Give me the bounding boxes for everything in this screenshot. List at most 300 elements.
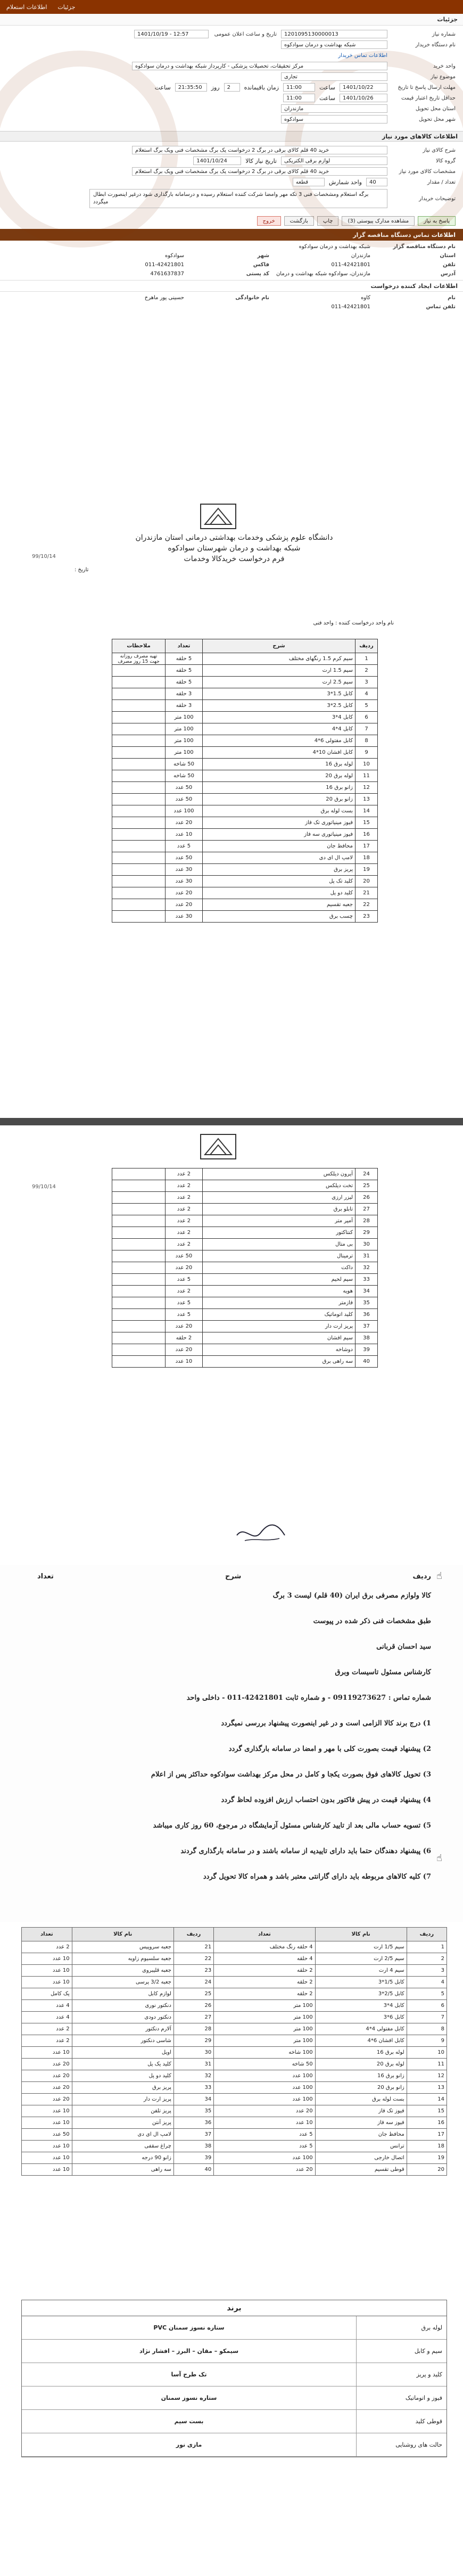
table-cell: 23 bbox=[173, 1965, 213, 1977]
table-cell: پک کامل bbox=[22, 1988, 72, 2000]
table-row bbox=[112, 1215, 378, 1227]
row-number: 7 bbox=[355, 723, 378, 735]
row-number: 3 bbox=[355, 677, 378, 688]
creator-phone-label: تلفن تماس bbox=[426, 304, 456, 310]
action-buttons bbox=[0, 213, 463, 229]
unit-field: مرکز تحقیقات، تحصیلات پزشکی - کارپرداز شبکه بهداشت و درمان سوادکوه bbox=[132, 62, 387, 70]
scan1-unit: نام واحد درخواست کننده : واحد فنی bbox=[313, 620, 394, 626]
scan1-header-2: شبکه بهداشت و درمان شهرستان سوادکوه bbox=[168, 544, 301, 553]
table-cell: دنکتور دودی bbox=[72, 2012, 173, 2023]
valid-label: حداقل تاریخ اعتبار قیمت bbox=[401, 95, 456, 101]
count-unit-label: واحد شمارش bbox=[328, 178, 362, 186]
contact-prov-label: استان bbox=[440, 253, 456, 259]
row-note bbox=[112, 712, 166, 723]
table-cell: 27 bbox=[173, 2012, 213, 2023]
row-qty: 5 عدد bbox=[166, 841, 203, 852]
row-note bbox=[112, 1332, 166, 1344]
row-number: 34 bbox=[355, 1286, 378, 1297]
row-number: 2 bbox=[355, 665, 378, 677]
row-note bbox=[112, 700, 166, 712]
note-line: 1) درج برند کالا الزامی است و در غیر اینصورت پیشنهاد بررسی نمیگردد bbox=[221, 1719, 431, 1727]
table-cell: 30 bbox=[173, 2047, 213, 2059]
row-number: 40 bbox=[355, 1356, 378, 1368]
reply-time-label: ساعت bbox=[319, 84, 335, 91]
table-cell: پریز تلفن bbox=[72, 2105, 173, 2117]
table-cell: 36 bbox=[173, 2117, 213, 2129]
row-qty: 100 متر bbox=[166, 747, 203, 759]
row-note bbox=[112, 1239, 166, 1250]
row-desc: سه راهی برق bbox=[203, 1356, 355, 1368]
row-desc: سیم 2.5 ارت bbox=[203, 677, 355, 688]
details-header: جزئیات bbox=[0, 14, 463, 26]
row-note bbox=[112, 1274, 166, 1286]
table-cell: 26 bbox=[173, 2000, 213, 2012]
valid-date-field: 1401/10/26 bbox=[340, 94, 387, 102]
row-qty: 5 حلقه bbox=[166, 677, 203, 688]
table-cell: 2 حلقه bbox=[214, 1965, 315, 1977]
row-note bbox=[112, 688, 166, 700]
column-header: ردیف bbox=[407, 1928, 447, 1941]
table-row bbox=[112, 1344, 378, 1356]
row-qty: 2 عدد bbox=[166, 1239, 203, 1250]
row-number: 12 bbox=[355, 782, 378, 794]
table-row bbox=[112, 688, 378, 700]
goods-group-field: خرید 40 قلم کالای برقی در برگ 2 درخواست یک برگ مشخصات فنی ویک برگ استعلام bbox=[132, 146, 387, 154]
table-row bbox=[22, 1965, 447, 1977]
table-cell: 100 عدد bbox=[214, 2152, 315, 2164]
row-desc: کابل مفتولی 6*4 bbox=[203, 735, 355, 747]
table-row bbox=[22, 2012, 447, 2023]
row-desc: آمپر متر bbox=[203, 1215, 355, 1227]
view-docs-button[interactable]: مشاهده مدارک پیوستی (3) bbox=[342, 216, 415, 226]
column-header: ردیف bbox=[173, 1928, 213, 1941]
brand-value: ستاره نسوز سمنان bbox=[161, 2394, 217, 2401]
row-number: 35 bbox=[355, 1297, 378, 1309]
note-line: طبق مشخصات فنی ذکر شده در پیوست bbox=[313, 1617, 431, 1625]
table-cell: فیوز سه فاز bbox=[315, 2117, 407, 2129]
row-note bbox=[112, 887, 166, 899]
goods-header: اطلاعات کالاهای مورد نیاز bbox=[0, 131, 463, 142]
qty-field: 40 bbox=[366, 178, 387, 186]
table-cell: 4 bbox=[407, 1977, 447, 1988]
row-desc: کابل 4*3 bbox=[203, 712, 355, 723]
table-cell: زانو برق 16 bbox=[315, 2070, 407, 2082]
creator-family: حسینی پور ماهرخ bbox=[144, 295, 184, 301]
row-note bbox=[112, 1321, 166, 1332]
row-desc: لیزر ارزی bbox=[203, 1192, 355, 1204]
table-cell: کلید یک پل bbox=[72, 2059, 173, 2070]
note-line: 2) پیشنهاد قیمت بصورت کلی با مهر و امضا در سامانه بارگذاری گردد bbox=[228, 1745, 431, 1753]
table-row bbox=[112, 1286, 378, 1297]
row-note bbox=[112, 759, 166, 770]
university-logo-icon bbox=[200, 503, 237, 530]
city-field: سوادکوه bbox=[281, 115, 387, 124]
respond-button[interactable]: پاسخ به نیاز bbox=[418, 216, 456, 226]
brand-category: لوله برق bbox=[356, 2316, 447, 2339]
valid-time-label: ساعت bbox=[319, 94, 335, 102]
row-number: 30 bbox=[355, 1239, 378, 1250]
table-row bbox=[112, 759, 378, 770]
reply-deadline-label: مهلت ارسال پاسخ تا تاریخ bbox=[398, 84, 456, 90]
count-unit-field: قطعه bbox=[293, 178, 325, 186]
items-list-table bbox=[21, 1927, 447, 2176]
row-note bbox=[112, 817, 166, 829]
row-number: 23 bbox=[355, 911, 378, 923]
buyer-field: شبکه بهداشت و درمان سوادکوه bbox=[281, 40, 387, 49]
row-qty: 20 عدد bbox=[166, 1344, 203, 1356]
table-cell: 4 عدد bbox=[22, 2012, 72, 2023]
contact-addr: مازندران، سوادکوه شبکه بهداشت و درمان bbox=[276, 271, 370, 277]
row-qty: 100 عدد bbox=[166, 805, 203, 817]
portal-topbar bbox=[0, 0, 463, 14]
back-button[interactable]: بازگشت bbox=[284, 216, 314, 226]
table-cell: 15 bbox=[407, 2105, 447, 2117]
table-row bbox=[112, 876, 378, 887]
brand-category: کلید و پریز bbox=[356, 2363, 447, 2386]
table-row bbox=[112, 735, 378, 747]
table-row bbox=[22, 2000, 447, 2012]
scan1-table bbox=[112, 639, 378, 923]
spec-label: مشخصات کالای مورد نیاز bbox=[399, 168, 456, 175]
row-note bbox=[112, 782, 166, 794]
row-number: 17 bbox=[355, 841, 378, 852]
table-cell: 28 bbox=[173, 2023, 213, 2035]
goods-group-label: شرح کالای نیاز bbox=[423, 147, 456, 153]
row-desc: داکت bbox=[203, 1262, 355, 1274]
table-row bbox=[112, 1180, 378, 1192]
table-cell: 10 عدد bbox=[22, 2105, 72, 2117]
table-cell: 100 متر bbox=[214, 2000, 315, 2012]
row-qty: 30 عدد bbox=[166, 876, 203, 887]
row-note bbox=[112, 1356, 166, 1368]
row-number: 8 bbox=[355, 735, 378, 747]
table-cell: کابل مفتولی 4*4 bbox=[315, 2023, 407, 2035]
row-number: 38 bbox=[355, 1332, 378, 1344]
contact-header: اطلاعات تماس دستگاه مناقصه گزار bbox=[0, 229, 463, 241]
row-desc: فیوز مینیاتوری سه فاز bbox=[203, 829, 355, 841]
table-row bbox=[22, 1941, 447, 1953]
row-number: 32 bbox=[355, 1262, 378, 1274]
table-cell: 10 bbox=[407, 2047, 447, 2059]
row-note bbox=[112, 770, 166, 782]
table-cell: 34 bbox=[173, 2094, 213, 2105]
row-desc: سیم لحیم bbox=[203, 1274, 355, 1286]
table-row bbox=[112, 1321, 378, 1332]
row-note bbox=[112, 1297, 166, 1309]
table-row bbox=[22, 1988, 447, 2000]
creator-phone: 011-42421801 bbox=[331, 304, 370, 310]
row-qty: 2 عدد bbox=[166, 1180, 203, 1192]
row-note bbox=[112, 1250, 166, 1262]
need-number-label: شماره نیاز bbox=[432, 31, 456, 37]
table-cell: جعبه سروپیس bbox=[72, 1941, 173, 1953]
row-note bbox=[112, 723, 166, 735]
table-row bbox=[112, 841, 378, 852]
table-cell: کابل افشان 6*4 bbox=[315, 2035, 407, 2047]
table-cell: 5 bbox=[407, 1988, 447, 2000]
table-cell: 100 عدد bbox=[214, 2082, 315, 2094]
row-note bbox=[112, 1344, 166, 1356]
table-cell: 5 عدد bbox=[214, 2129, 315, 2141]
table-row bbox=[112, 700, 378, 712]
row-number: 16 bbox=[355, 829, 378, 841]
row-number: 10 bbox=[355, 759, 378, 770]
table-cell: محافظ جان bbox=[315, 2129, 407, 2141]
table-cell: کابل 6*3 bbox=[315, 2012, 407, 2023]
brand-category: قوطی کلید bbox=[356, 2410, 447, 2433]
row-qty: 2 عدد bbox=[166, 1215, 203, 1227]
row-desc: فازمتر bbox=[203, 1297, 355, 1309]
row-number: 13 bbox=[355, 794, 378, 805]
row-desc: جعبه تقسیم bbox=[203, 899, 355, 911]
table-cell: 2 عدد bbox=[22, 2035, 72, 2047]
row-note bbox=[112, 747, 166, 759]
row-qty: 50 شاخه bbox=[166, 759, 203, 770]
table-cell: 4 عدد bbox=[22, 2000, 72, 2012]
table-cell: 13 bbox=[407, 2082, 447, 2094]
table-row bbox=[112, 805, 378, 817]
note-col-qty: تعداد bbox=[37, 1573, 54, 1581]
table-cell: 10 عدد bbox=[22, 2117, 72, 2129]
table-cell: 100 شاخه bbox=[214, 2047, 315, 2059]
row-desc: سیم 1.5 ارت bbox=[203, 665, 355, 677]
table-cell: 3 bbox=[407, 1965, 447, 1977]
row-desc: آیرون دیلکس bbox=[203, 1168, 355, 1180]
row-note bbox=[112, 1204, 166, 1215]
note-line: سید احسان قربانی bbox=[376, 1643, 431, 1651]
row-note bbox=[112, 805, 166, 817]
contact-city-label: شهر bbox=[257, 253, 269, 259]
contact-fax: 011-42421801 bbox=[145, 262, 184, 268]
table-row bbox=[22, 2152, 447, 2164]
row-desc: محافظ جان bbox=[203, 841, 355, 852]
row-note bbox=[112, 852, 166, 864]
table-cell: 10 عدد bbox=[22, 1965, 72, 1977]
scan-page-1 bbox=[0, 500, 463, 1118]
table-row bbox=[112, 1297, 378, 1309]
remain-days-label: روز bbox=[211, 84, 220, 91]
row-note bbox=[112, 1227, 166, 1239]
subject-label: موضوع نیاز bbox=[430, 73, 456, 80]
table-cell: 10 عدد bbox=[22, 2141, 72, 2152]
column-header: تعداد bbox=[214, 1928, 315, 1941]
row-note bbox=[112, 899, 166, 911]
goods-class-field: لوازم برقی الکتریکی bbox=[281, 157, 387, 165]
brand-value: بست سیم bbox=[174, 2418, 204, 2425]
table-cell: 19 bbox=[407, 2152, 447, 2164]
brand-category: فیوز و اتوماتیک bbox=[356, 2386, 447, 2409]
table-row bbox=[112, 817, 378, 829]
note-line: 4) پیشنهاد قیمت در پیش فاکتور بدون احتساب ارزش افزوده لحاظ گردد bbox=[221, 1796, 431, 1804]
print-button[interactable]: چاپ bbox=[317, 216, 339, 226]
table-cell: 10 عدد bbox=[22, 1953, 72, 1965]
table-cell: 20 bbox=[407, 2164, 447, 2176]
table-cell: 100 متر bbox=[214, 2023, 315, 2035]
row-desc: لامپ ال ای دی bbox=[203, 852, 355, 864]
table-cell: قوطی تقسیم bbox=[315, 2164, 407, 2176]
table-cell: سیم 1/5 ارت bbox=[315, 1941, 407, 1953]
table-cell: پریز آنتن bbox=[72, 2117, 173, 2129]
note-line: شماره تماس : 09119273627 - و شماره ثابت 42421801-011 - داخلی واحد bbox=[186, 1694, 431, 1702]
table-cell: 17 bbox=[407, 2129, 447, 2141]
publish-field: 1401/10/19 - 12:57 bbox=[134, 30, 209, 38]
topbar-item-details[interactable]: جزئیات bbox=[57, 3, 76, 11]
row-desc: کابل 1.5*3 bbox=[203, 688, 355, 700]
table-row bbox=[112, 852, 378, 864]
creator-name-label: نام bbox=[448, 295, 456, 301]
table-row bbox=[112, 747, 378, 759]
table-cell: 21 bbox=[173, 1941, 213, 1953]
table-cell: 14 bbox=[407, 2094, 447, 2105]
contact-postal-label: کد پستی bbox=[246, 271, 269, 277]
scan1-side-note: 99/10/14 bbox=[32, 554, 56, 559]
university-logo-icon bbox=[200, 1133, 237, 1160]
row-note: تهیه مصرف روزانه جهت 15 روز مصرف bbox=[112, 653, 166, 665]
table-row bbox=[22, 2117, 447, 2129]
need-details-form bbox=[0, 26, 463, 128]
province-field: مازندران bbox=[281, 104, 387, 113]
table-row bbox=[112, 1262, 378, 1274]
table-cell: 10 عدد bbox=[22, 2047, 72, 2059]
table-cell: 11 bbox=[407, 2059, 447, 2070]
exit-button[interactable]: خروج bbox=[257, 216, 281, 226]
signature bbox=[234, 1519, 287, 1546]
row-note bbox=[112, 1215, 166, 1227]
brand-title: برند bbox=[22, 2300, 447, 2316]
contact-postal: 4761637837 bbox=[150, 271, 184, 277]
brand-box bbox=[21, 2300, 447, 2457]
table-cell: 12 bbox=[407, 2070, 447, 2082]
row-qty: 5 عدد bbox=[166, 1274, 203, 1286]
row-desc: کابل افشان 10*4 bbox=[203, 747, 355, 759]
table-cell: 2 عدد bbox=[22, 1941, 72, 1953]
row-qty: 100 متر bbox=[166, 712, 203, 723]
row-number: 24 bbox=[355, 1168, 378, 1180]
brand-row bbox=[22, 2410, 447, 2433]
table-cell: 10 عدد bbox=[22, 1977, 72, 1988]
brand-value: مازی نور bbox=[176, 2441, 202, 2448]
table-row bbox=[22, 2059, 447, 2070]
contact-addr-label: آدرس bbox=[440, 271, 456, 277]
table-cell: اویل bbox=[72, 2047, 173, 2059]
table-row bbox=[22, 2047, 447, 2059]
row-desc: زانو برق 20 bbox=[203, 794, 355, 805]
table-row bbox=[112, 1204, 378, 1215]
table-row bbox=[112, 712, 378, 723]
table-cell: سیم 4 ارت bbox=[315, 1965, 407, 1977]
table-cell: 7 bbox=[407, 2012, 447, 2023]
row-note bbox=[112, 1168, 166, 1180]
brand-row bbox=[22, 2433, 447, 2457]
table-cell: 39 bbox=[173, 2152, 213, 2164]
col-desc: شرح bbox=[203, 639, 355, 653]
row-desc: کنتاکتور bbox=[203, 1227, 355, 1239]
row-desc: پریز ارت دار bbox=[203, 1321, 355, 1332]
col-qty: تعداد bbox=[166, 639, 203, 653]
row-note bbox=[112, 841, 166, 852]
row-note bbox=[112, 1180, 166, 1192]
spec-field: خرید 40 قلم کالای برقی در برگ 2 درخواست یک برگ مشخصات فنی ویک برگ استعلام bbox=[132, 167, 387, 176]
table-cell: لوازم کابل bbox=[72, 1988, 173, 2000]
table-row bbox=[22, 2141, 447, 2152]
table-row bbox=[112, 1227, 378, 1239]
table-cell: کابل 4*3 bbox=[315, 2000, 407, 2012]
table-cell: 35 bbox=[173, 2105, 213, 2117]
brand-row bbox=[22, 2340, 447, 2363]
row-qty: 3 حلقه bbox=[166, 700, 203, 712]
table-row bbox=[112, 1250, 378, 1262]
table-row bbox=[112, 887, 378, 899]
cursor-icon: ☝ bbox=[436, 1570, 442, 1582]
row-desc: زانو برق 16 bbox=[203, 782, 355, 794]
note-col-row: ردیف bbox=[412, 1573, 431, 1581]
row-number: 25 bbox=[355, 1180, 378, 1192]
row-desc: لوله برق 16 bbox=[203, 759, 355, 770]
buyer-label: نام دستگاه خریدار bbox=[415, 42, 456, 48]
row-desc: بی متال bbox=[203, 1239, 355, 1250]
row-number: 6 bbox=[355, 712, 378, 723]
table-cell: پریز ارت دار bbox=[72, 2094, 173, 2105]
topbar-item-info[interactable]: اطلاعات استعلام bbox=[6, 3, 47, 11]
row-qty: 5 عدد bbox=[166, 1309, 203, 1321]
row-desc: لوله برق 20 bbox=[203, 770, 355, 782]
row-note bbox=[112, 876, 166, 887]
table-cell: 29 bbox=[173, 2035, 213, 2047]
buyer-contact-link[interactable]: اطلاعات تماس خریدار bbox=[338, 52, 387, 59]
column-header: تعداد bbox=[22, 1928, 72, 1941]
row-number: 11 bbox=[355, 770, 378, 782]
row-qty: 2 حلقه bbox=[166, 1332, 203, 1344]
table-cell: 18 bbox=[407, 2141, 447, 2152]
page-separator bbox=[0, 1118, 463, 1125]
row-number: 28 bbox=[355, 1215, 378, 1227]
row-qty: 10 عدد bbox=[166, 1356, 203, 1368]
row-qty: 100 متر bbox=[166, 723, 203, 735]
row-desc: ترمینال bbox=[203, 1250, 355, 1262]
row-number: 14 bbox=[355, 805, 378, 817]
table-cell: 10 عدد bbox=[214, 2117, 315, 2129]
row-qty: 50 عدد bbox=[166, 852, 203, 864]
table-cell: 31 bbox=[173, 2059, 213, 2070]
row-qty: 20 عدد bbox=[166, 899, 203, 911]
row-qty: 20 عدد bbox=[166, 887, 203, 899]
table-cell: چراغ سقفی bbox=[72, 2141, 173, 2152]
table-cell: 100 متر bbox=[214, 2035, 315, 2047]
portal-section bbox=[0, 0, 463, 383]
note-columns bbox=[37, 1573, 431, 1581]
creator-header: اطلاعات ایجاد کننده درخواست bbox=[0, 280, 463, 292]
row-note bbox=[112, 735, 166, 747]
table-row bbox=[112, 723, 378, 735]
qty-label: تعداد / مقدار bbox=[427, 179, 456, 185]
row-desc: چسب برق bbox=[203, 911, 355, 923]
table-cell: 9 bbox=[407, 2035, 447, 2047]
table-row bbox=[112, 1168, 378, 1180]
table-row bbox=[112, 829, 378, 841]
table-cell: 4 حلقه رنگ مختلف bbox=[214, 1941, 315, 1953]
contact-prov: مازندران bbox=[351, 253, 370, 259]
buyer-desc-label: توضیحات خریدار bbox=[419, 195, 456, 202]
row-qty: 10 عدد bbox=[166, 829, 203, 841]
table-row bbox=[112, 665, 378, 677]
brand-row bbox=[22, 2386, 447, 2410]
row-note bbox=[112, 1309, 166, 1321]
row-qty: 20 عدد bbox=[166, 817, 203, 829]
row-qty: 2 عدد bbox=[166, 1286, 203, 1297]
table-row bbox=[22, 2070, 447, 2082]
note-page bbox=[0, 1565, 463, 1922]
table-cell: دنکتور نوری bbox=[72, 2000, 173, 2012]
